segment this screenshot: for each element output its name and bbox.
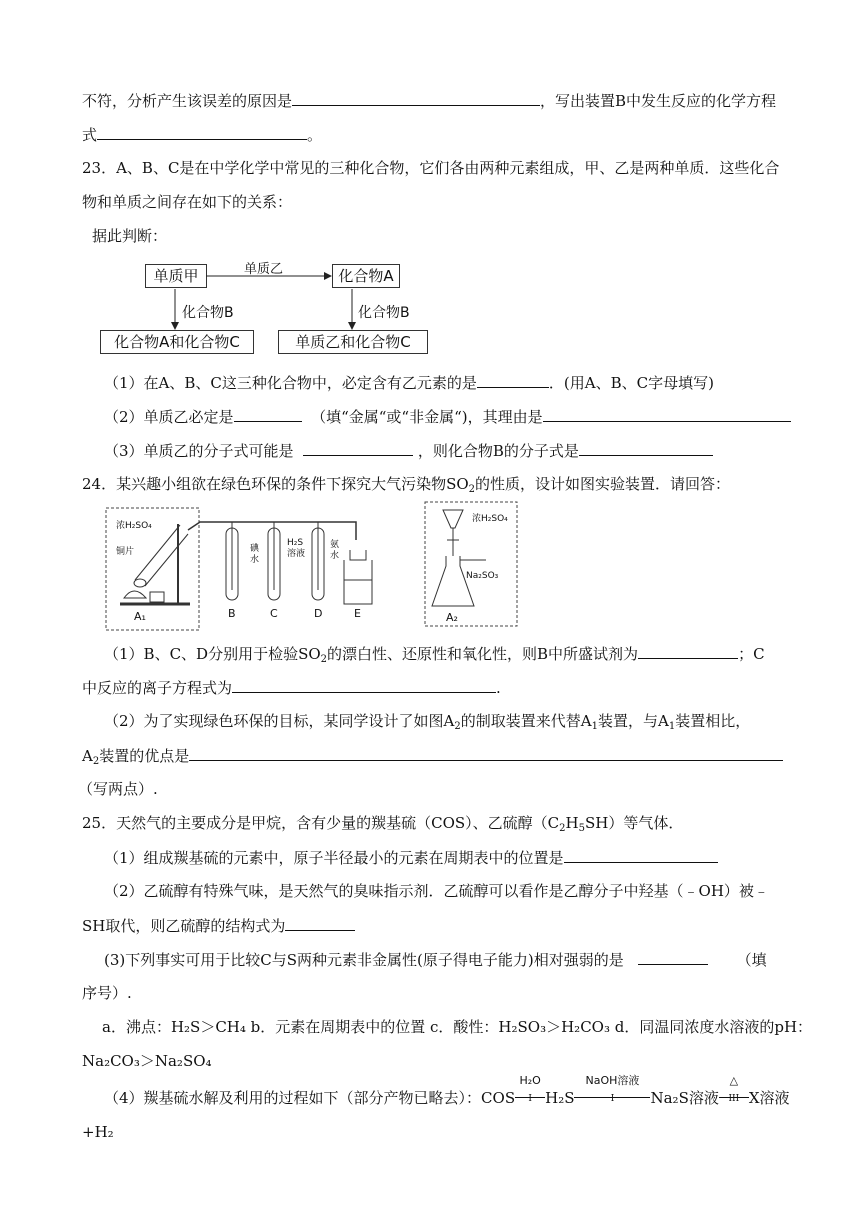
reaction-arrow-1 <box>515 1074 545 1108</box>
text: SH取代，则乙硫醇的结构式为 <box>82 917 286 935</box>
q24-1: （1）B、C、D分别用于检验$SO_2$的漂白性、还原性和氧化性，则B中所盛试剂为 ；C <box>104 645 765 665</box>
q24-1-cont <box>82 677 501 698</box>
box-yi-and-c: 单质乙和化合物C <box>278 330 428 354</box>
cond-bot: I <box>528 1094 532 1104</box>
text: （4）羰基硫水解及利用的过程如下（部分产物已略去）：COS <box>104 1089 516 1107</box>
q25-options: a．沸点：H₂S＞CH₄ b．元素在周期表中的位置 c．酸性：H₂SO₃＞H₂CO₃ d．同温同浓度水溶液的pH： <box>102 1018 813 1036</box>
text: （3）单质乙的分子式可能是 <box>104 442 294 460</box>
cond-bot: III <box>728 1094 740 1104</box>
cond-top: △ <box>729 1074 739 1087</box>
label-e: E <box>354 607 361 620</box>
arrow-label-b-right: 化合物B <box>358 305 410 321</box>
text: （1）在A、B、C这三种化合物中，必定含有乙元素的是 <box>104 374 477 392</box>
text: ；C <box>738 645 765 663</box>
text: 中反应的离子方程式为 <box>82 679 233 697</box>
text: 的制取装置来代替A <box>460 712 592 730</box>
q23-stem-2: 物和单质之间存在如下的关系： <box>82 193 293 211</box>
blank <box>232 677 496 693</box>
q24-2-end: （写两点）. <box>78 780 158 798</box>
text: 的性质，设计如图实验装置．请回答： <box>475 475 731 493</box>
text: （填“金属“或“非金属“)，其理由是 <box>311 408 543 426</box>
label-iodine-water: 碘水 <box>250 544 260 565</box>
text: 不符，分析产生该误差的原因是 <box>82 92 293 110</box>
q25-1 <box>104 847 718 868</box>
text: 装置的优点是 <box>99 747 190 765</box>
label-a2: A₂ <box>446 611 458 624</box>
arrow-label-b-left: 化合物B <box>182 305 234 321</box>
cond-bot: I <box>610 1094 615 1104</box>
cond-top: H₂O <box>519 1074 541 1087</box>
text: （2）单质乙必定是 <box>104 408 234 426</box>
text: 装置，与A <box>597 712 669 730</box>
label-a1: A₁ <box>134 610 146 623</box>
label-ammonia-water: 氨水 <box>330 540 340 561</box>
q25-4 <box>104 1074 790 1108</box>
text: Na₂S溶液 <box>650 1089 719 1107</box>
q25-4-cont: +H₂ <box>82 1123 114 1141</box>
q25-stem: 25．天然气的主要成分是甲烷，含有少量的羰基硫（COS）、乙硫醇$(C_2H_5SH)$等气体． <box>82 814 684 834</box>
q23-judge: 据此判断： <box>92 227 168 245</box>
text: （1）组成羰基硫的元素中，原子半径最小的元素在周期表中的位置是 <box>104 849 564 867</box>
arrow-label-yi: 单质乙 <box>244 262 284 277</box>
q24-2-cont: $A_2$装置的优点是 <box>82 745 783 766</box>
reaction-arrow-2 <box>574 1074 650 1108</box>
text: ，写出装置B中发生反应的化学方程 <box>540 92 777 110</box>
label-d: D <box>314 607 323 620</box>
text: SH）等气体． <box>584 814 684 832</box>
label-conc-acid-2: 浓H₂SO₄ <box>472 514 508 524</box>
text: (3)下列事实可用于比较C与S两种元素非金属性(原子得电子能力)相对强弱的是 <box>104 951 624 969</box>
label-b: B <box>228 607 236 620</box>
q25-3-cont: 序号）. <box>82 984 132 1002</box>
q25-2: （2）乙硫醇有特殊气味，是天然气的臭味指示剂．乙硫醇可以看作是乙醇分子中羟基（﹣OH）被﹣ <box>104 882 769 900</box>
text: 装置相比， <box>675 712 751 730</box>
text: H <box>565 814 579 832</box>
text: 。 <box>307 126 323 144</box>
text: 25．天然气的主要成分是甲烷，含有少量的羰基硫（COS）、乙硫醇（C <box>82 814 560 832</box>
text: （2）为了实现绿色环保的目标，某同学设计了如图A <box>104 712 455 730</box>
text: （填 <box>736 951 767 969</box>
label-c: C <box>270 607 278 620</box>
label-h2s-solution: H₂S溶液 <box>287 538 306 559</box>
blank <box>638 643 738 659</box>
reaction-arrow-3 <box>719 1074 749 1108</box>
text: 24．某兴趣小组欲在绿色环保的条件下探究大气污染物SO <box>82 475 469 493</box>
text: ，则化合物B的分子式是 <box>417 442 579 460</box>
q25-3 <box>104 949 767 970</box>
blank <box>189 745 783 761</box>
text: 的漂白性、还原性和氧化性，则B中所盛试剂为 <box>327 645 639 663</box>
cond-top: NaOH溶液 <box>585 1074 640 1087</box>
q24-stem: 24．某兴趣小组欲在绿色环保的条件下探究大气污染物$SO_2$的性质，设计如图实验装置．请回答： <box>82 475 731 495</box>
q25-2-cont <box>82 915 355 936</box>
q24-2: （2）为了实现绿色环保的目标，某同学设计了如图$A_2$的制取装置来代替$A_1$装置，与$A_1$装置相比， <box>104 712 751 732</box>
box-a-and-c: 化合物A和化合物C <box>100 330 254 354</box>
text: . <box>496 679 501 697</box>
box-element-jia: 单质甲 <box>145 264 207 288</box>
q23-stem: 23．A、B、C是在中学化学中常见的三种化合物，它们各由两种元素组成，甲、乙是两种单质．这些化合 <box>82 159 780 177</box>
q25-options-2: Na₂CO₃＞Na₂SO₄ <box>82 1052 212 1070</box>
text: ．(用A、B、C字母填写) <box>548 374 714 392</box>
blank <box>564 847 718 863</box>
label-conc-acid: 浓H₂SO₄ <box>116 521 152 531</box>
box-compound-a: 化合物A <box>332 264 400 288</box>
text: （1）B、C、D分别用于检验SO <box>104 645 321 663</box>
label-copper: 铜片 <box>116 547 135 557</box>
text: A <box>82 747 93 765</box>
blank <box>638 949 708 965</box>
text: X溶液 <box>748 1089 790 1107</box>
blank <box>285 915 355 931</box>
label-na2so3: Na₂SO₃ <box>466 571 499 581</box>
text: 式 <box>82 126 98 144</box>
text: H₂S <box>545 1089 575 1107</box>
